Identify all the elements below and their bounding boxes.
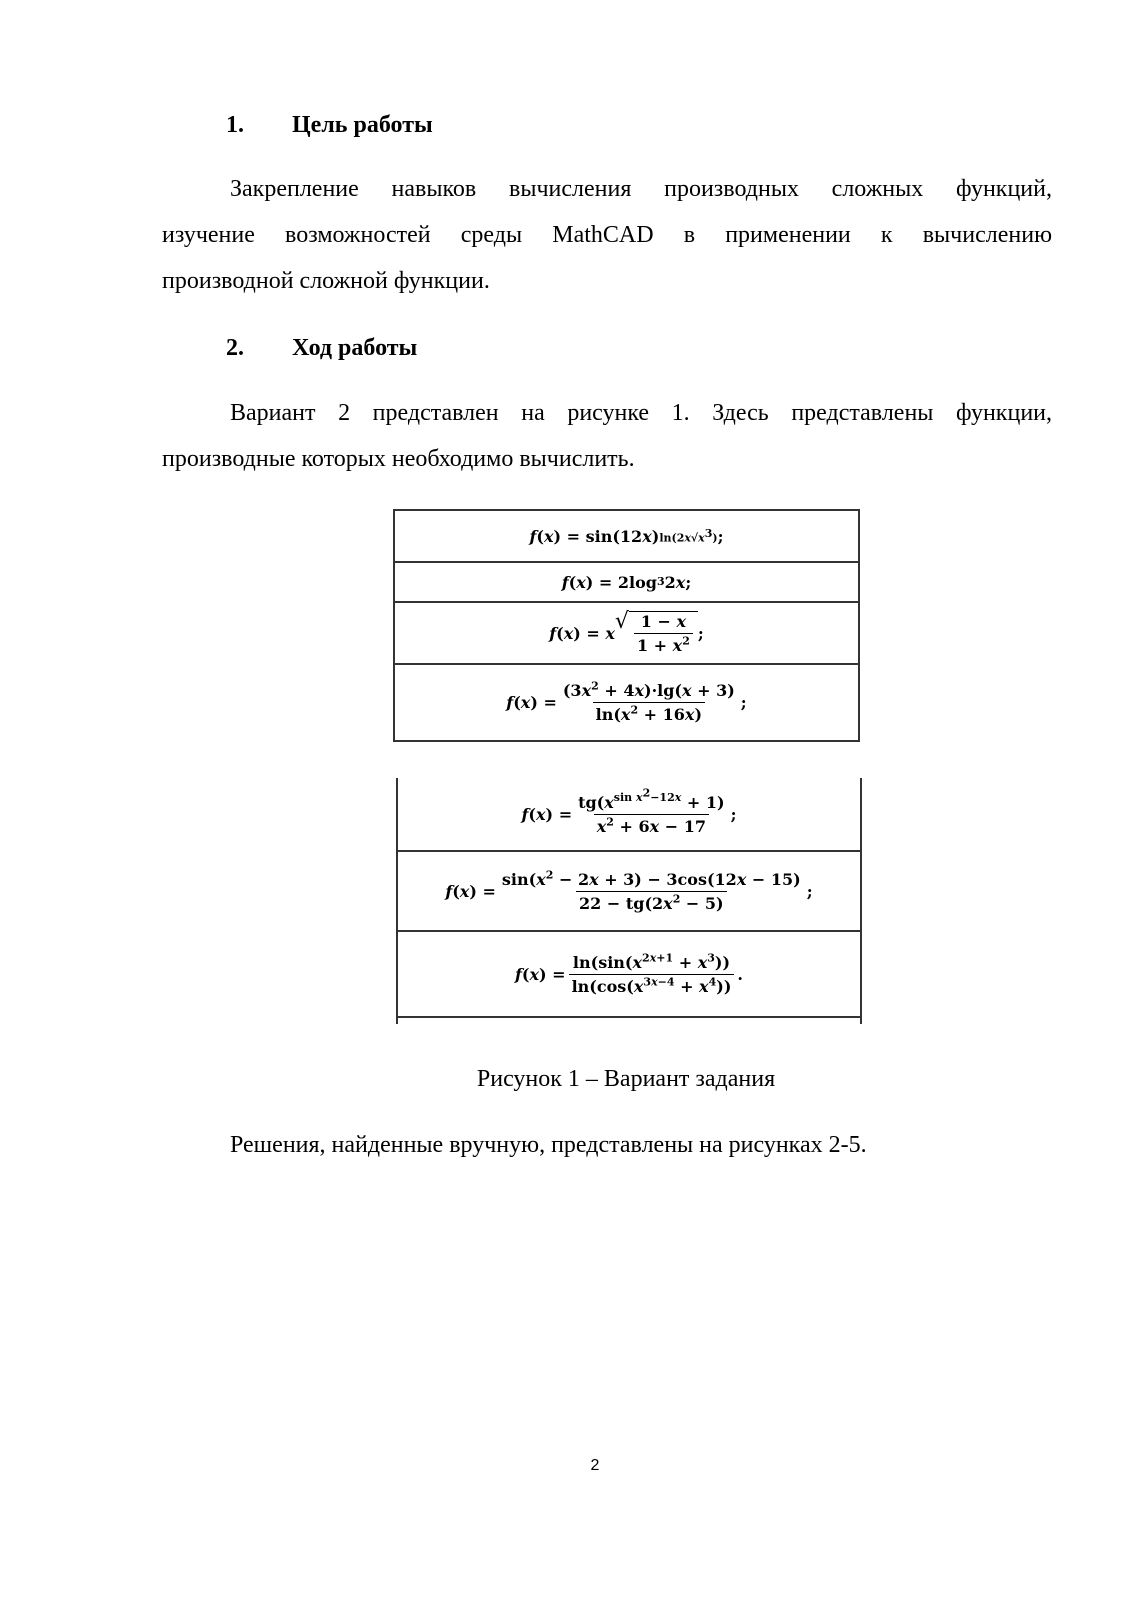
formula-5: f ( x ) = $\frac{tg(x^{sin x^2-12x} + 1)}{x^2 + 6x - 17}$ ; (521, 786, 737, 836)
formula-4: f ( x ) = $\frac{(3x^2 + 4x)\cdot\lg(x + 3)}{\ln(x^2 + 16x)}$ ; (506, 679, 747, 724)
formula-row (395, 511, 858, 561)
formula-row (395, 663, 858, 740)
solutions-paragraph (162, 1122, 1052, 1168)
formula-row (398, 778, 860, 850)
formula-1: f ( x ) = sin(12 x ) $\ln(2x√x^3)$ ; (529, 526, 724, 546)
formula-row (398, 930, 860, 1018)
formula-3: f ( x ) = x √ $\frac{1 - x}{1 + x^2}$ ; (549, 609, 704, 655)
formula-row (395, 601, 858, 663)
formula-row (395, 561, 858, 601)
paragraph-line: Вариант 2 представлен на рисунке 1. Здесь представлены функции, (230, 400, 1052, 426)
figure-caption: Рисунок 1 – Вариант задания (476, 1066, 776, 1092)
paragraph-line: производной сложной функции. (162, 268, 490, 294)
formula-2: f ( x ) = 2log 3 2 x ; (561, 572, 692, 592)
variant-paragraph (162, 390, 1052, 482)
goal-paragraph (162, 166, 1052, 304)
section-title: Ход работы (292, 335, 418, 361)
section-number: 2. (226, 335, 244, 361)
section-title: Цель работы (292, 112, 433, 138)
formula-table-part-2 (396, 778, 862, 1024)
formula-6: f ( x ) = $\frac{\sin(x^2 - 2x + 3) - 3\cos(12x - 15)}{22 - tg(2x^2 - 5)}$ ; (445, 868, 813, 913)
paragraph-line: Решения, найденные вручную, представлены на рисунках 2-5. (230, 1132, 867, 1158)
formula-row (398, 850, 860, 930)
page-number: 2 (590, 1457, 600, 1474)
paragraph-line: Закрепление навыков вычисления производных сложных функций, (230, 176, 1052, 202)
section-number: 1. (226, 112, 244, 138)
formula-table-part-1 (393, 509, 860, 742)
paragraph-line: производные которых необходимо вычислить. (162, 446, 635, 472)
paragraph-line: изучение возможностей среды MathCAD в применении к вычислению (162, 222, 1052, 248)
formula-7: f ( x ) = $\frac{\ln(\sin(x^{2x+1} + x^3))}{\ln(\cos(x^{3x-4} + x^4))}$ . (515, 951, 743, 996)
